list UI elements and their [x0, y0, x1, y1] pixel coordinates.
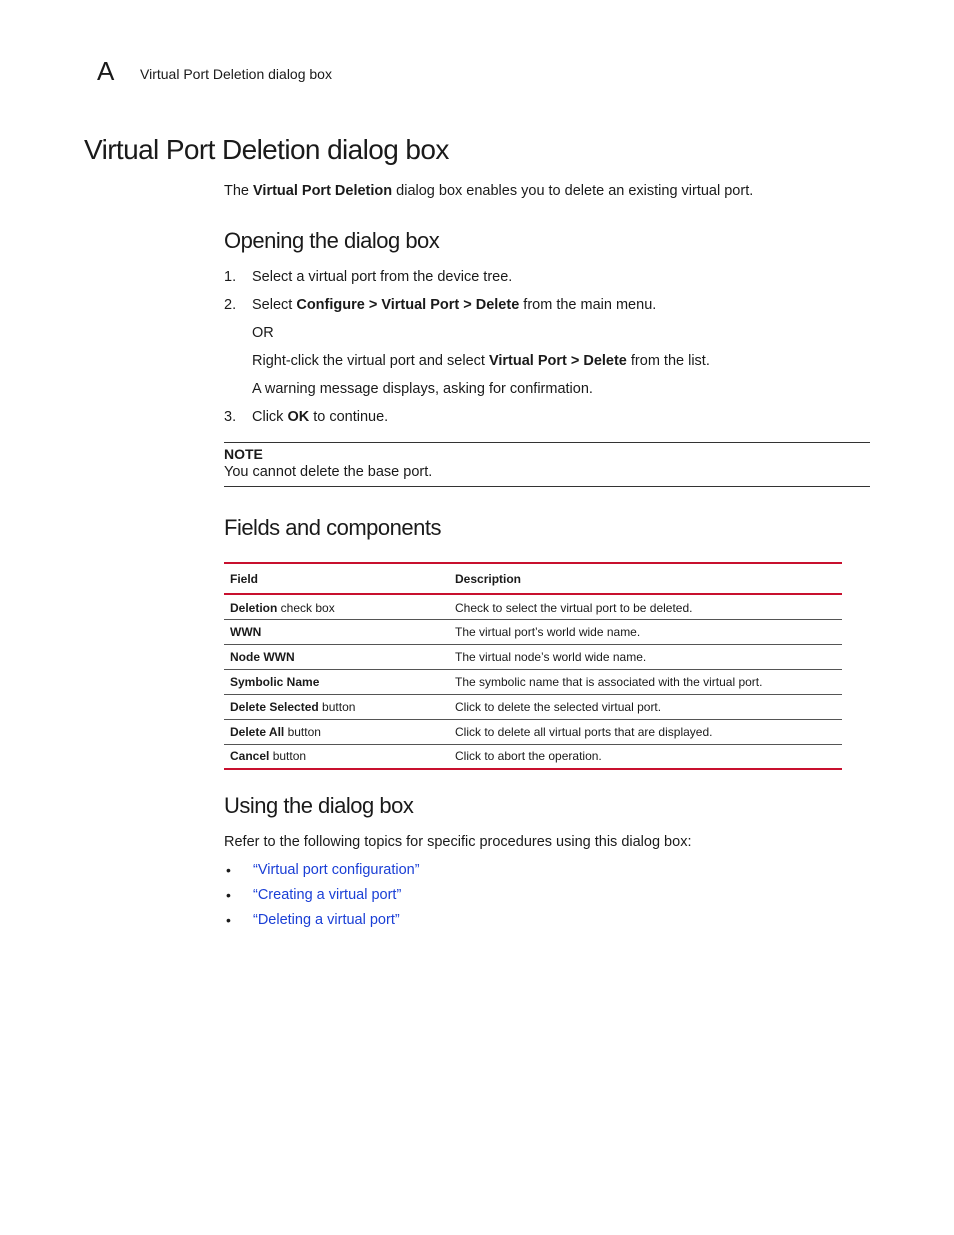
appendix-letter: A [97, 56, 115, 86]
field-name: Symbolic Name [230, 674, 320, 689]
step3-suffix: to continue. [309, 409, 389, 425]
note-top-rule [224, 442, 870, 443]
column-header-field: Field [230, 571, 259, 586]
step2-suffix: from the main menu. [519, 297, 657, 313]
field-cell [224, 694, 449, 719]
field-type: button [284, 724, 321, 739]
field-cell [224, 744, 449, 769]
description-cell: The symbolic name that is associated with the virtual port. [455, 674, 763, 689]
link-creating-a-virtual-port[interactable]: “Creating a virtual port” [253, 887, 402, 903]
table-row [224, 694, 842, 719]
alt-menu-path: Virtual Port > Delete [488, 353, 627, 369]
link-deleting-a-virtual-port[interactable]: “Deleting a virtual port” [253, 912, 400, 928]
step1-number: 1. [224, 269, 237, 285]
intro-suffix: dialog box enables you to delete an existing virtual port. [392, 183, 754, 199]
step3-prefix: Click [252, 409, 288, 425]
field-cell [224, 644, 449, 669]
fields-heading: Fields and components [224, 515, 441, 540]
description-cell: Click to delete all virtual ports that are displayed. [455, 724, 713, 739]
step2-menu-path: Configure > Virtual Port > Delete [296, 297, 520, 313]
field-name: Delete Selected [230, 699, 319, 714]
field-name: Node WWN [230, 649, 295, 664]
field-cell [224, 719, 449, 744]
opening-heading: Opening the dialog box [224, 228, 440, 253]
step3-text [252, 408, 388, 426]
field-type: button [269, 749, 307, 764]
using-heading: Using the dialog box [224, 793, 414, 818]
intro-prefix: The [224, 183, 254, 199]
note-bottom-rule [224, 486, 870, 487]
warning-text: A warning message displays, asking for confirmation. [252, 381, 593, 397]
table-row [224, 619, 842, 644]
field-type: button [318, 699, 356, 714]
using-paragraph: Refer to the following topics for specific procedures using this dialog box: [224, 834, 692, 850]
step1-text: Select a virtual port from the device tree. [252, 269, 513, 285]
step3-ok: OK [287, 409, 310, 425]
running-head: Virtual Port Deletion dialog box [140, 66, 332, 82]
bullet: • [226, 887, 231, 903]
field-name: Cancel [230, 749, 270, 764]
description-cell: The virtual port’s world wide name. [455, 624, 641, 639]
field-cell [224, 619, 449, 644]
description-cell: The virtual node’s world wide name. [455, 649, 647, 664]
table-row [224, 669, 842, 694]
intro-paragraph [224, 182, 753, 200]
step2-prefix: Select [252, 297, 297, 313]
field-name: Deletion [230, 600, 278, 615]
field-name: Delete All [230, 724, 285, 739]
step2-number: 2. [224, 297, 237, 313]
fields-table [224, 562, 842, 770]
description-cell: Click to delete the selected virtual port. [455, 699, 662, 714]
field-name: WWN [230, 624, 262, 639]
table-header-row [224, 563, 842, 594]
alt-suffix: from the list. [626, 353, 710, 369]
description-cell: Click to abort the operation. [455, 749, 602, 764]
intro-bold: Virtual Port Deletion [253, 183, 393, 199]
link-virtual-port-configuration[interactable]: “Virtual port configuration” [253, 862, 420, 878]
note-label: NOTE [224, 446, 263, 462]
step2-text [252, 296, 656, 314]
bullet: • [226, 912, 231, 928]
alt-step-text [252, 352, 710, 370]
field-cell [224, 594, 449, 619]
table-row [224, 594, 842, 619]
table-row [224, 744, 842, 769]
or-text: OR [252, 325, 274, 341]
field-cell [224, 669, 449, 694]
table-row [224, 719, 842, 744]
note-text: You cannot delete the base port. [224, 464, 433, 480]
alt-prefix: Right-click the virtual port and select [252, 353, 489, 369]
bullet: • [226, 862, 231, 878]
step3-number: 3. [224, 409, 237, 425]
table-row [224, 644, 842, 669]
page-title: Virtual Port Deletion dialog box [84, 134, 449, 165]
field-type: check box [277, 600, 335, 615]
description-cell: Check to select the virtual port to be deleted. [455, 600, 693, 615]
column-header-description: Description [455, 571, 522, 586]
